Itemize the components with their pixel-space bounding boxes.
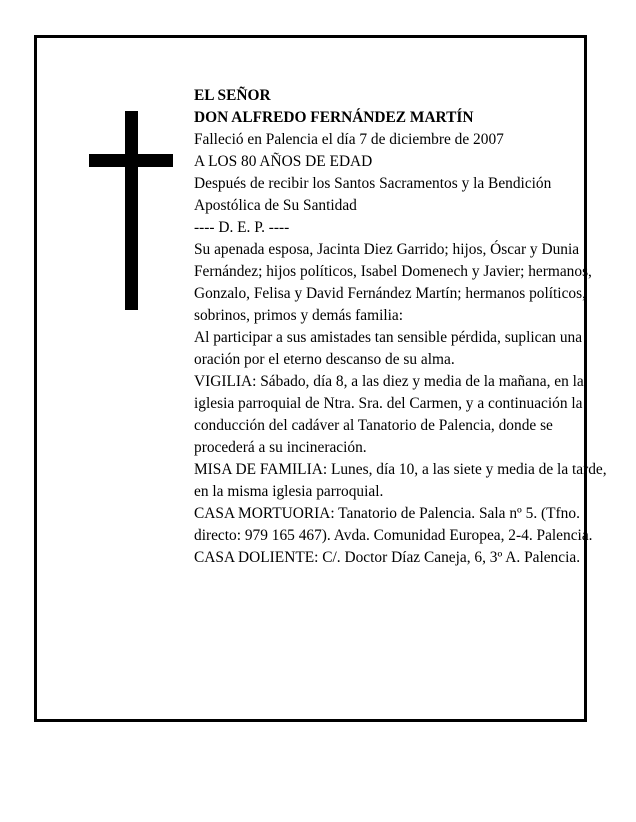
- notice-frame: [34, 35, 607, 722]
- latin-cross-icon: [89, 111, 173, 310]
- casa-doliente-line: CASA DOLIENTE: C/. Doctor Díaz Caneja, 6, 3º A. Palencia.: [194, 549, 581, 566]
- cross-vertical-bar: [125, 111, 138, 310]
- deceased-name-line: DON ALFREDO FERNÁNDEZ MARTÍN: [194, 109, 474, 126]
- cross-horizontal-bar: [89, 154, 173, 167]
- prayer-request-line: Al participar a sus amistades tan sensible pérdida, suplican una oración por el eterno descanso de su alma.: [194, 329, 583, 368]
- salutation-line: EL SEÑOR: [194, 87, 271, 104]
- dep-line: ---- D. E. P. ----: [194, 219, 290, 236]
- casa-mortuoria-line: CASA MORTUORIA: Tanatorio de Palencia. Sala nº 5. (Tfno. directo: 979 165 467). Avda. Comunidad Europea, 2-4. Palencia.: [194, 505, 593, 544]
- family-list-line: Su apenada esposa, Jacinta Diez Garrido; hijos, Óscar y Dunia Fernández; hijos políticos, Isabel Domenech y Javier; hermanos, Gonzalo, Felisa y David Fernández Martín; hermanos políticos, sobrinos, primos y demás familia:: [194, 241, 592, 324]
- death-date-line: Falleció en Palencia el día 7 de diciembre de 2007: [194, 131, 504, 148]
- sacraments-line: Después de recibir los Santos Sacramentos y la Bendición Apostólica de Su Santidad: [194, 175, 552, 214]
- vigilia-line: VIGILIA: Sábado, día 8, a las diez y media de la mañana, en la iglesia parroquial de Ntra. Sra. del Carmen, y a continuación la conducción del cadáver al Tanatorio de Palencia, donde se procederá a su incineración.: [194, 373, 584, 456]
- age-line: A LOS 80 AÑOS DE EDAD: [194, 153, 373, 170]
- misa-de-familia-line: MISA DE FAMILIA: Lunes, día 10, a las siete y media de la tarde, en la misma iglesia parroquial.: [194, 461, 607, 500]
- notice-text-column: [194, 85, 610, 569]
